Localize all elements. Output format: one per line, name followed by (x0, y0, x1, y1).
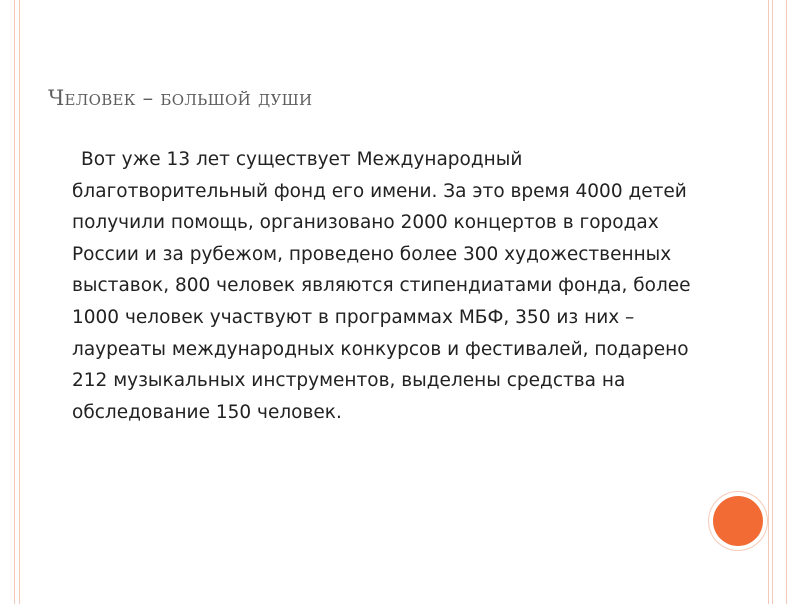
decorative-frame-line (772, 0, 773, 604)
slide-title: Человек – большой души (48, 86, 313, 110)
decorative-circle (713, 496, 763, 546)
slide-body-text: Вот уже 13 лет существует Международный благотворительный фонд его имени. За это время 4000 детей получили помощь, организовано 2000 концертов в городах России и за рубежом, проведено более 300 художественных выставок, 800 человек являются стипендиатами фонда, более 1000 человек участвуют в программах МБФ, 350 из них – лауреаты международных конкурсов и фестивалей, подарено 212 музыкальных инструментов, выделены средства на обследование 150 человек. (72, 149, 691, 423)
decorative-frame-line (768, 0, 769, 604)
